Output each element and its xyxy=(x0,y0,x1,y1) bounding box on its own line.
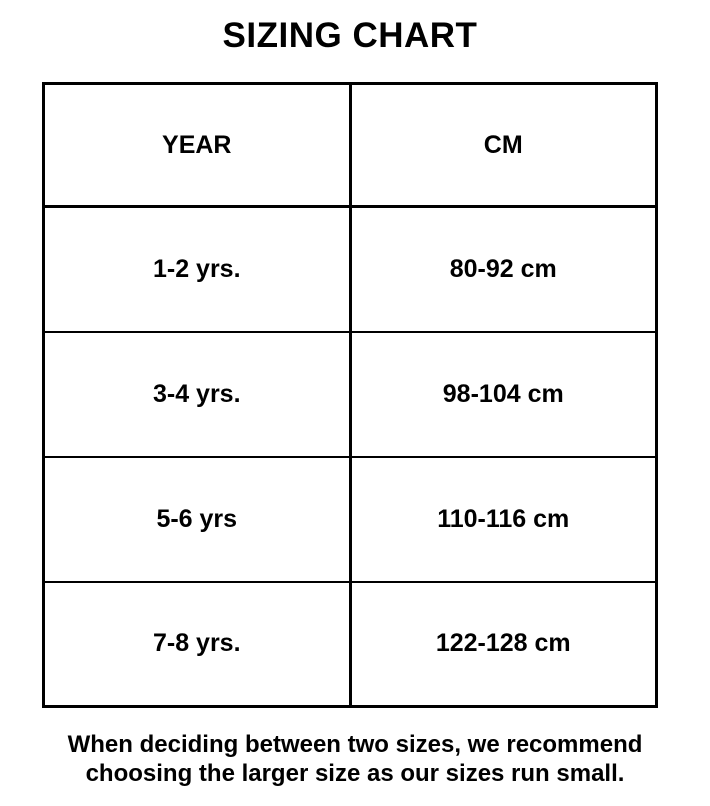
table-row xyxy=(44,582,657,707)
cell-year-range: 5-6 yrs xyxy=(44,457,351,582)
sizing-table-body xyxy=(44,207,657,707)
table-row xyxy=(44,457,657,582)
table-row xyxy=(44,207,657,332)
cell-cm-range: 98-104 cm xyxy=(350,332,657,457)
sizing-table xyxy=(42,82,658,708)
cell-year-range: 3-4 yrs. xyxy=(44,332,351,457)
cell-cm-range: 110-116 cm xyxy=(350,457,657,582)
header-cell-cm: CM xyxy=(350,84,657,207)
page-title: SIZING CHART xyxy=(222,16,478,55)
cell-cm-range: 80-92 cm xyxy=(350,207,657,332)
sizing-table-header xyxy=(44,84,657,207)
cell-cm-range: 122-128 cm xyxy=(350,582,657,707)
header-row xyxy=(44,84,657,207)
table-row xyxy=(44,332,657,457)
cell-year-range: 7-8 yrs. xyxy=(44,582,351,707)
header-cell-year: YEAR xyxy=(44,84,351,207)
sizing-advice-note: When deciding between two sizes, we recommend choosing the larger size as our sizes run small. xyxy=(67,731,643,787)
cell-year-range: 1-2 yrs. xyxy=(44,207,351,332)
